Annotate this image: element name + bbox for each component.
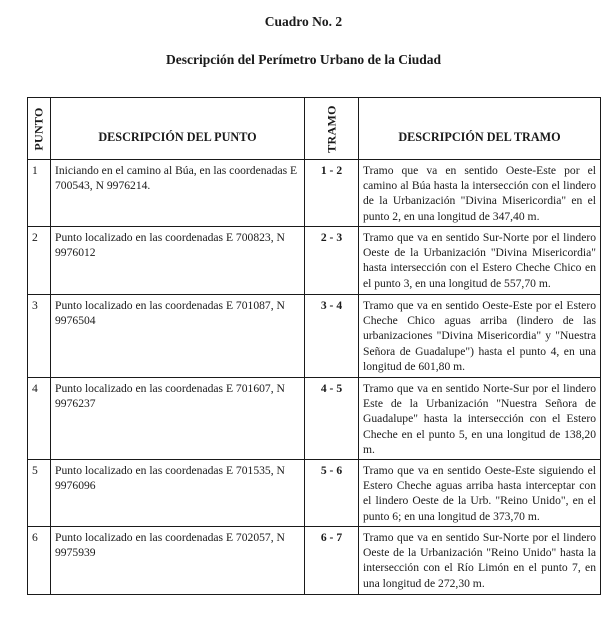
table-row xyxy=(28,460,601,527)
table-row xyxy=(28,378,601,460)
header-punto-label: PUNTO xyxy=(31,106,46,151)
header-punto xyxy=(28,98,51,160)
header-descripcion-punto xyxy=(51,98,305,160)
cell-tramo: 2 - 3 xyxy=(305,227,359,295)
cell-tramo: 1 - 2 xyxy=(305,160,359,227)
perimeter-table xyxy=(27,97,601,595)
table-header-row xyxy=(28,98,601,160)
cell-tramo: 3 - 4 xyxy=(305,295,359,378)
cell-descripcion-punto: Punto localizado en las coordenadas E 701607, N 9976237 xyxy=(51,378,305,460)
cell-descripcion-tramo: Tramo que va en sentido Oeste-Este por el Estero Cheche Chico aguas arriba (lindero de las urbanizaciones "Divina Misericordia" y "Nuestra Señora de Guadalupe") hasta el punto 4, en una longitud de 601,80 m. xyxy=(359,295,601,378)
header-tramo xyxy=(305,98,359,160)
cell-punto: 3 xyxy=(28,295,51,378)
cell-descripcion-tramo: Tramo que va en sentido Norte-Sur por el lindero Este de la Urbanización "Nuestra Señora de Guadalupe" hasta la intersección con el Estero Cheche en el punto 5, en una longitud de 138,20 m. xyxy=(359,378,601,460)
cell-punto: 1 xyxy=(28,160,51,227)
header-descripcion-tramo-label: DESCRIPCIÓN DEL TRAMO xyxy=(398,129,561,144)
cell-tramo: 5 - 6 xyxy=(305,460,359,527)
cell-descripcion-tramo: Tramo que va en sentido Sur-Norte por el lindero Oeste de la Urbanización "Reino Unido" hasta la intersección con el Río Limón en el punto 7, en una longitud de 272,30 m. xyxy=(359,527,601,595)
cell-tramo: 6 - 7 xyxy=(305,527,359,595)
cell-tramo: 4 - 5 xyxy=(305,378,359,460)
header-descripcion-tramo xyxy=(359,98,601,160)
cell-descripcion-punto: Punto localizado en las coordenadas E 701535, N 9976096 xyxy=(51,460,305,527)
document-subtitle: Descripción del Perímetro Urbano de la Ciudad xyxy=(166,52,441,67)
cell-descripcion-tramo: Tramo que va en sentido Sur-Norte por el lindero Oeste de la Urbanización "Divina Misericordia" hasta intersección con el Estero Cheche Chico en el punto 3, en una longitud de 557,70 m. xyxy=(359,227,601,295)
table-row xyxy=(28,527,601,595)
header-descripcion-punto-label: DESCRIPCIÓN DEL PUNTO xyxy=(98,129,257,144)
table-row xyxy=(28,160,601,227)
table-row xyxy=(28,295,601,378)
cell-descripcion-punto: Punto localizado en las coordenadas E 700823, N 9976012 xyxy=(51,227,305,295)
cell-punto: 2 xyxy=(28,227,51,295)
cell-punto: 4 xyxy=(28,378,51,460)
document-title: Cuadro No. 2 xyxy=(264,14,343,29)
table-row xyxy=(28,227,601,295)
cell-descripcion-punto: Punto localizado en las coordenadas E 702057, N 9975939 xyxy=(51,527,305,595)
cell-descripcion-punto: Punto localizado en las coordenadas E 701087, N 9976504 xyxy=(51,295,305,378)
cell-descripcion-punto: Iniciando en el camino al Búa, en las coordenadas E 700543, N 9976214. xyxy=(51,160,305,227)
cell-descripcion-tramo: Tramo que va en sentido Oeste-Este por el camino al Búa hasta la intersección con el lindero de la Urbanización "Divina Misericordia" en el punto 2, en una longitud de 347,40 m. xyxy=(359,160,601,227)
header-tramo-label: TRAMO xyxy=(323,104,338,153)
cell-punto: 6 xyxy=(28,527,51,595)
cell-punto: 5 xyxy=(28,460,51,527)
cell-descripcion-tramo: Tramo que va en sentido Oeste-Este siguiendo el Estero Cheche aguas arriba hasta interceptar con el lindero Oeste de la Urb. "Reino Unido", en el punto 6; en una longitud de 373,70 m. xyxy=(359,460,601,527)
